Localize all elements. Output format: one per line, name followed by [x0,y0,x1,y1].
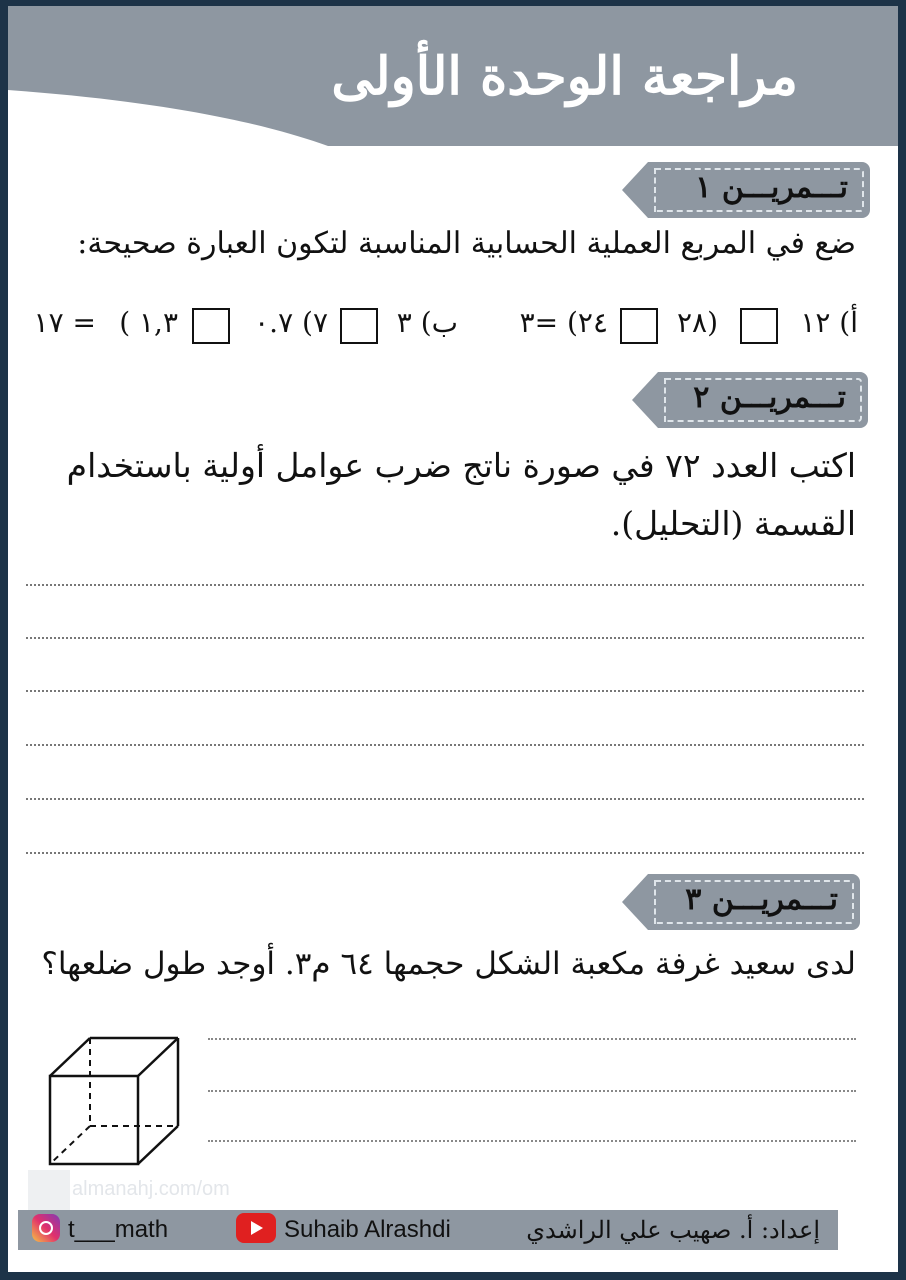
answer-line-5[interactable] [26,798,864,800]
part-b-box-1[interactable] [340,308,378,344]
watermark-logo [28,1170,70,1210]
part-b-end: = ١٧ [33,306,96,339]
exercise-3-tag [648,874,860,930]
answer-line-1[interactable] [26,584,864,586]
instagram-icon [32,1214,60,1242]
part-b-label: ب) ٣ [396,306,458,339]
exercise-2-line-1: اكتب العدد ٧٢ في صورة ناتج ضرب عوامل أولية باستخدام [66,446,856,485]
author-credit: إعداد: أ. صهيب علي الراشدي [526,1216,820,1244]
exercise-2-label: تـــمريـــن ٢ [693,380,846,415]
worksheet-page [8,6,898,1272]
part-a-box-1[interactable] [740,308,778,344]
exercise-1-equations [28,306,858,346]
exercise-3-label: تـــمريـــن ٣ [685,882,838,917]
part-b-box-2[interactable] [192,308,230,344]
page-title: مراجعة الوحدة الأولى [331,46,798,107]
youtube-icon [236,1213,276,1243]
part-a-box-2[interactable] [620,308,658,344]
exercise-1-label: تـــمريـــن ١ [695,170,848,205]
answer-line-4[interactable] [26,744,864,746]
ex3-answer-line-3[interactable] [208,1140,856,1142]
part-a-label: أ) ١٢ [800,306,858,339]
part-a-mid: (٢٨ [676,306,718,339]
footer-bar [18,1210,838,1250]
answer-line-2[interactable] [26,637,864,639]
part-a-end: ٢٤) =٣ [519,306,608,339]
watermark-text: almanahj.com/om [72,1178,230,1200]
answer-line-6[interactable] [26,852,864,854]
exercise-2-line-2: القسمة (التحليل). [610,504,856,543]
exercise-3-question: لدى سعيد غرفة مكعبة الشكل حجمها ٦٤ م٣. أوجد طول ضلعها؟ [41,946,856,982]
exercise-2-tag [658,372,868,428]
instagram-handle: t___math [68,1216,169,1243]
answer-line-3[interactable] [26,690,864,692]
exercise-1-tag [648,162,870,218]
youtube-channel: Suhaib Alrashdi [284,1216,451,1243]
exercise-1-instruction: ضع في المربع العملية الحسابية المناسبة لتكون العبارة صحيحة: [77,226,856,261]
ex3-answer-line-1[interactable] [208,1038,856,1040]
cube-figure [44,1032,184,1172]
ex3-answer-line-2[interactable] [208,1090,856,1092]
part-b-mid: ٧) ٠.٧ [254,306,328,339]
part-b-mid2: ١,٣ ) [119,306,178,339]
